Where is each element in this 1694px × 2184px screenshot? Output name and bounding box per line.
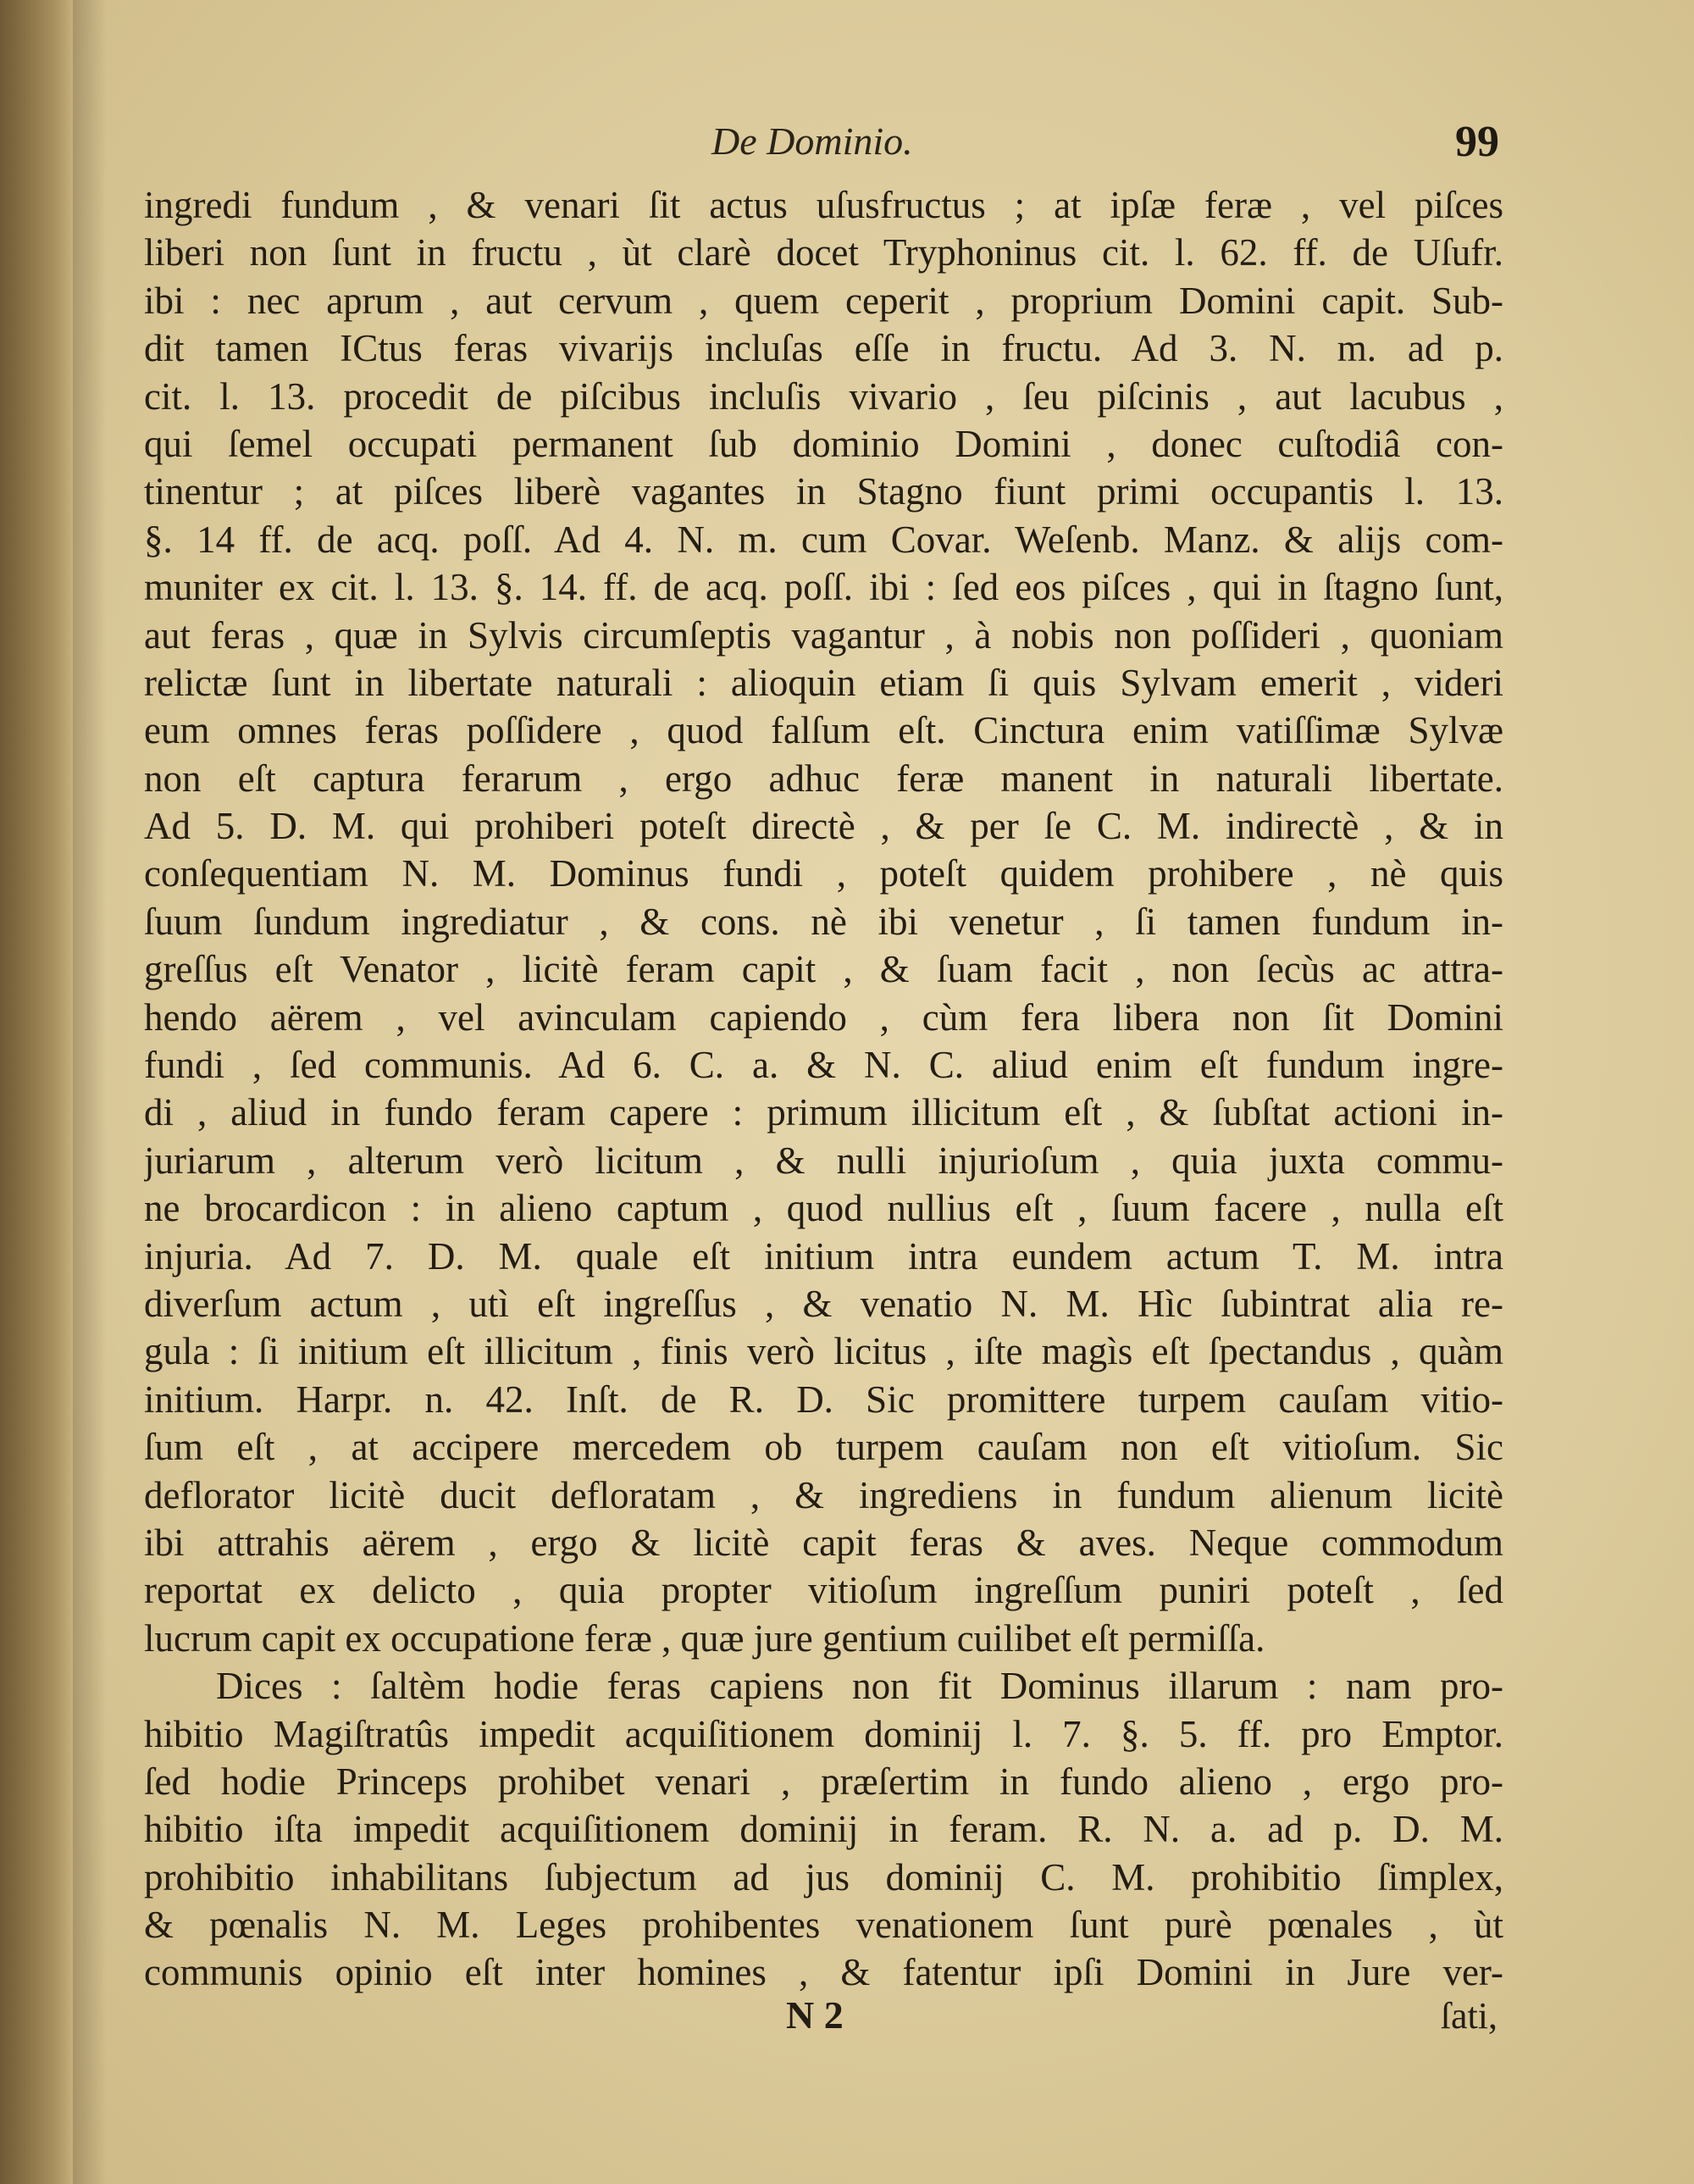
text-line: ſed hodie Princeps prohibet venari , præſertim in fundo alieno , ergo pro- (144, 1760, 1503, 1803)
text-line: juriarum , alterum verò licitum , & nulli injurioſum , quia juxta commu- (144, 1139, 1503, 1182)
text-line: reportat ex delicto , quia propter vitioſum ingreſſum puniri poteſt , ſed (144, 1569, 1503, 1612)
text-line: non eſt captura ferarum , ergo adhuc feræ manent in naturali libertate. (144, 757, 1503, 800)
text-line: communis opinio eſt inter homines , & fatentur ipſi Domini in Jure ver- (144, 1951, 1503, 1994)
text-line: Ad 5. D. M. qui prohiberi poteſt directè , & per ſe C. M. indirectè , & in (144, 805, 1503, 848)
book-gutter (0, 0, 73, 2184)
text-line: ingredi fundum , & venari ſit actus uſusfructus ; at ipſæ feræ , vel piſces (144, 184, 1503, 226)
text-line: di , aliud in fundo feram capere : primum illicitum eſt , & ſubſtat actioni in- (144, 1091, 1503, 1134)
text-line: & pœnalis N. M. Leges prohibentes venationem ſunt purè pœnales , ùt (144, 1904, 1503, 1947)
text-line: fundi , ſed communis. Ad 6. C. a. & N. C. aliud enim eſt fundum ingre- (144, 1044, 1503, 1087)
text-line: qui ſemel occupati permanent ſub dominio Domini , donec cuſtodiâ con- (144, 422, 1503, 465)
text-line: aut feras , quæ in Sylvis circumſeptis vagantur , à nobis non poſſideri , quoniam (144, 613, 1503, 657)
text-line: lucrum capit ex occupatione feræ , quæ jure gentium cuilibet eſt permiſſa. (144, 1616, 1265, 1660)
running-head: De Dominio. (711, 119, 913, 163)
text-line: eum omnes feras poſſidere , quod falſum eſt. Cinctura enim vatiſſimæ Sylvæ (144, 709, 1503, 752)
text-line: ibi : nec aprum , aut cervum , quem ceperit , proprium Domini capit. Sub- (144, 279, 1503, 322)
text-line: ibi attrahis aërem , ergo & licitè capit feras & aves. Neque commodum (144, 1521, 1503, 1564)
text-line: hibitio iſta impedit acquiſitionem dominij in feram. R. N. a. ad p. D. M. (144, 1808, 1503, 1851)
text-line: relictæ ſunt in libertate naturali : alioquin etiam ſi quis Sylvam emerit , videri (144, 661, 1503, 704)
text-line: §. 14 ff. de acq. poſſ. Ad 4. N. m. cum Covar. Weſenb. Manz. & alijs com- (144, 518, 1503, 561)
text-line: liberi non ſunt in fructu , ùt clarè docet Tryphoninus cit. l. 62. ff. de Uſufr. (144, 231, 1503, 274)
text-line: tinentur ; at piſces liberè vagantes in Stagno fiunt primi occupantis l. 13. (144, 470, 1503, 513)
signature-mark: N 2 (786, 1993, 844, 2037)
text-line: gula : ſi initium eſt illicitum , finis verò licitus , iſte magìs eſt ſpectandus , quàm (144, 1330, 1503, 1373)
text-line: hibitio Magiſtratûs impedit acquiſitionem dominij l. 7. §. 5. ff. pro Emptor. (144, 1712, 1503, 1755)
text-line: prohibitio inhabilitans ſubjectum ad jus dominij C. M. prohibitio ſimplex, (144, 1855, 1503, 1899)
page-header (144, 119, 1499, 169)
text-line: cit. l. 13. procedit de piſcibus incluſis vivario , ſeu piſcinis , aut lacubus , (144, 374, 1503, 418)
catchword: ſati, (1440, 1995, 1497, 2037)
gutter-shadow (73, 0, 107, 2184)
text-line: dit tamen ICtus feras vivarijs incluſas eſſe in fructu. Ad 3. N. m. ad p. (144, 327, 1503, 370)
text-line: hendo aërem , vel avinculam capiendo , cùm fera libera non ſit Domini (144, 995, 1503, 1039)
text-line: greſſus eſt Venator , licitè feram capit , & ſuam facit , non ſecùs ac attra- (144, 948, 1503, 991)
text-line: ne brocardicon : in alieno captum , quod nullius eſt , ſuum facere , nulla eſt (144, 1187, 1503, 1230)
text-line: diverſum actum , utì eſt ingreſſus , & venatio N. M. Hìc ſubintrat alia re- (144, 1282, 1503, 1325)
text-line: ſuum ſundum ingrediatur , & cons. nè ibi venetur , ſi tamen fundum in- (144, 900, 1503, 943)
text-line: conſequentiam N. M. Dominus fundi , poteſt quidem prohibere , nè quis (144, 852, 1503, 895)
text-line: muniter ex cit. l. 13. §. 14. ff. de acq. poſſ. ibi : ſed eos piſces , qui in ſtagno ſunt, (144, 566, 1503, 609)
text-line: initium. Harpr. n. 42. Inſt. de R. D. Sic promittere turpem cauſam vitio- (144, 1377, 1503, 1421)
text-line: injuria. Ad 7. D. M. quale eſt initium intra eundem actum T. M. intra (144, 1234, 1503, 1278)
text-line: Dices : ſaltèm hodie feras capiens non fit Dominus illarum : nam pro- (216, 1665, 1503, 1708)
body-text (144, 181, 1503, 1997)
page-number: 99 (1455, 118, 1499, 166)
text-line: deflorator licitè ducit defloratam , & ingrediens in fundum alienum licitè (144, 1473, 1503, 1516)
text-line: ſum eſt , at accipere mercedem ob turpem cauſam non eſt vitioſum. Sic (144, 1426, 1503, 1469)
